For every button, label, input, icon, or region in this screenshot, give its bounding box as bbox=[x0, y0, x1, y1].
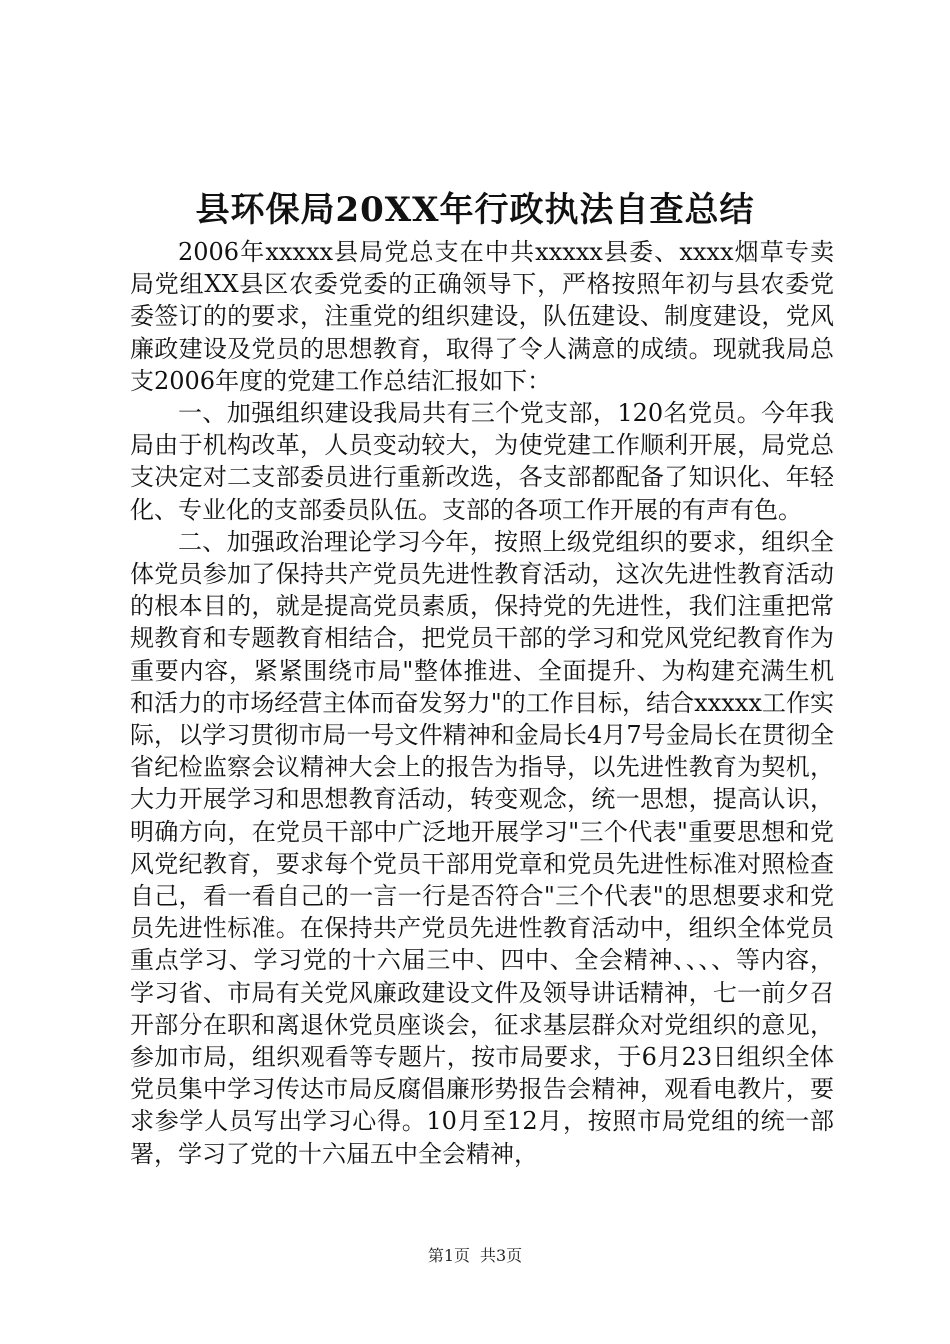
paragraph-organization: 一、加强组织建设我局共有三个党支部，120名党员。今年我局由于机构改革，人员变动较大，为使党建工作顺利开展，局党总支决定对二支部委员进行重新改选，各支部都配备了知识化、年轻化、专业化的支部委员队伍。支部的各项工作开展的有声有色。 bbox=[130, 399, 834, 524]
page-total: 共3页 bbox=[480, 1246, 523, 1265]
document-body bbox=[130, 236, 834, 1170]
page-number: 第1页 bbox=[427, 1246, 470, 1265]
page-footer bbox=[0, 1245, 950, 1267]
paragraph-study: 二、加强政治理论学习今年，按照上级党组织的要求，组织全体党员参加了保持共产党员先进性教育活动，这次先进性教育活动的根本目的，就是提高党员素质，保持党的先进性，我们注重把常规教育和专题教育相结合，把党员干部的学习和党风党纪教育作为重要内容，紧紧围绕市局"整体推进、全面提升、为构建充满生机和活力的市场经营主体而奋发努力"的工作目标，结合xxxxx工作实际，以学习贯彻市局一号文件精神和金局长4月7号金局长在贯彻全省纪检监察会议精神大会上的报告为指导，以先进性教育为契机，大力开展学习和思想教育活动，转变观念，统一思想，提高认识，明确方向，在党员干部中广泛地开展学习"三个代表"重要思想和党风党纪教育，要求每个党员干部用党章和党员先进性标准对照检查自己，看一看自己的一言一行是否符合"三个代表"的思想要求和党员先进性标准。在保持共产党员先进性教育活动中，组织全体党员重点学习、学习党的十六届三中、四中、全会精神、、、、等内容，学习省、市局有关党风廉政建设文件及领导讲话精神，七一前夕召开部分在职和离退休党员座谈会，征求基层群众对党组织的意见，参加市局，组织观看等专题片，按市局要求，于6月23日组织全体党员集中学习传达市局反腐倡廉形势报告会精神，观看电教片，要求参学人员写出学习心得。10月至12月，按照市局党组的统一部署，学习了党的十六届五中全会精神， bbox=[130, 527, 834, 1168]
document-title: 县环保局20XX年行政执法自查总结 bbox=[195, 190, 755, 230]
paragraph-intro: 2006年xxxxx县局党总支在中共xxxxx县委、xxxx烟草专卖局党组XX县区农委党委的正确领导下，严格按照年初与县农委党委签订的的要求，注重党的组织建设，队伍建设、制度建设，党风廉政建设及党员的思想教育，取得了令人满意的成绩。现就我局总支2006年度的党建工作总结汇报如下： bbox=[130, 238, 834, 395]
